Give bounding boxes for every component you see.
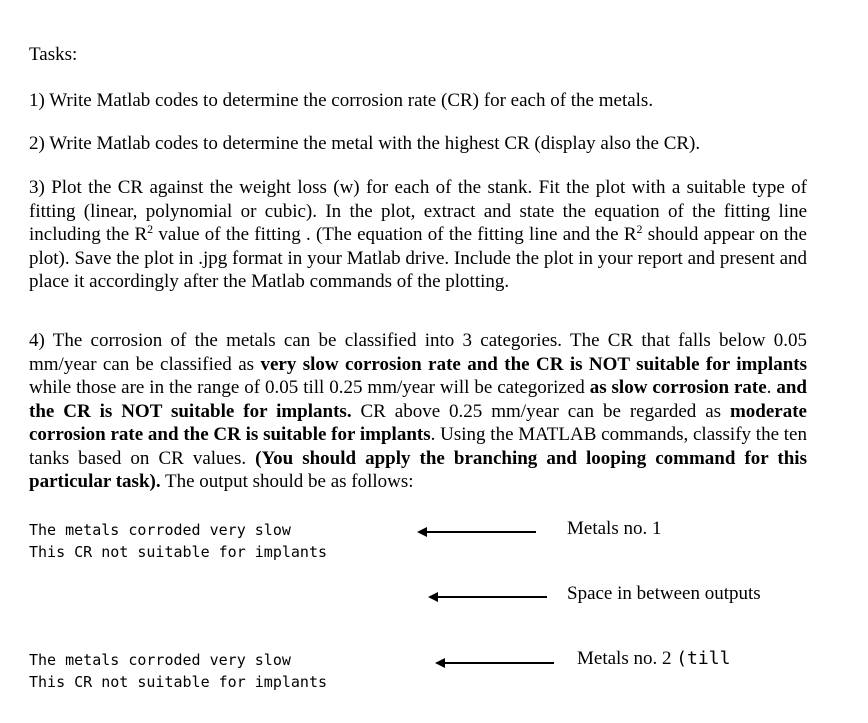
task-4-text: while those are in the range of 0.05 till 0.25 mm/year will be categorized <box>29 377 590 398</box>
output-line: The metals corroded very slow <box>29 651 291 669</box>
task-3-text-a: 3) Plot the CR against the weight loss (w) for each of the stank. Fit the plot with a suitable type of fitting (linear, polynomial or cubic). In the plot, extract and state the equation of the fitting line including the R <box>29 177 807 245</box>
output-line: This CR not suitable for implants <box>29 673 328 691</box>
output-line: This CR not suitable for implants <box>29 543 328 561</box>
task-3-text-c: should appear on the plot). Save the plot in .jpg format in your Matlab drive. Include the plot in your report and present and place it accordingly after the Matlab commands of the plotting. <box>29 224 807 292</box>
sample-output-metal-1 <box>29 519 327 563</box>
left-arrow-icon <box>444 662 554 664</box>
sample-output-metal-2 <box>29 649 327 693</box>
tasks-heading: Tasks: <box>29 44 78 65</box>
r-squared-superscript: 2 <box>636 222 643 236</box>
task-4-bold-text: (You should apply the branching and looping command for this particular task). <box>29 447 807 492</box>
r-squared-superscript: 2 <box>147 222 154 236</box>
task-4-bold-text: as slow corrosion rate <box>589 377 767 398</box>
task-4-bold-text: moderate corrosion rate and the CR is suitable for implants <box>29 400 807 445</box>
annotation-metal-2-text: Metals no. 2 <box>577 648 677 669</box>
task-1-text: 1) Write Matlab codes to determine the corrosion rate (CR) for each of the metals. <box>29 90 654 111</box>
task-4-text: . <box>766 377 777 398</box>
left-arrow-icon <box>437 596 547 598</box>
task-4-bold-text: and the CR is NOT suitable for implants. <box>29 377 807 422</box>
annotation-space-between: Space in between outputs <box>567 583 761 604</box>
task-4-text: CR above 0.25 mm/year can be regarded as <box>351 400 730 422</box>
task-4-text: The output should be as follows: <box>160 471 414 492</box>
task-4-paragraph <box>29 329 807 494</box>
annotation-metal-2 <box>577 648 730 670</box>
output-line: The metals corroded very slow <box>29 521 291 539</box>
task-3-text-b: value of the fitting . (The equation of the fitting line and the R <box>153 224 637 245</box>
task-4-text: 4) The corrosion of the metals can be classified into 3 categories. The CR that falls below 0.05 mm/year can be classified as <box>29 330 807 375</box>
task-3-paragraph <box>29 176 807 294</box>
task-4-bold-text: very slow corrosion rate and the CR is NOT suitable for implants <box>260 353 807 375</box>
annotation-metal-2-mono: (till <box>676 648 731 669</box>
task-4-text: . Using the MATLAB commands, classify the ten tanks based on CR values. <box>29 424 807 469</box>
task-2-text: 2) Write Matlab codes to determine the metal with the highest CR (display also the CR). <box>29 133 701 154</box>
annotation-metal-1: Metals no. 1 <box>567 518 662 539</box>
left-arrow-icon <box>426 531 536 533</box>
